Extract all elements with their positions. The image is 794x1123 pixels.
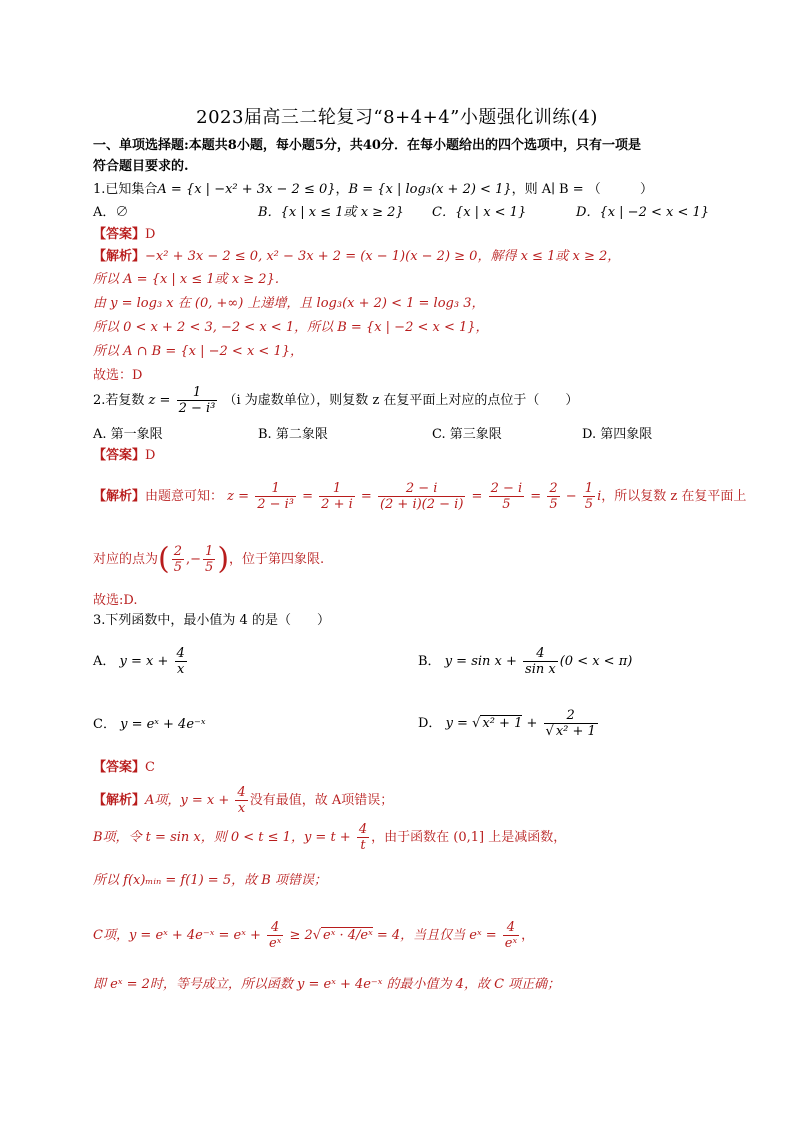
question-1-close-paren: ） [640, 182, 654, 197]
q1-option-d: D．{x | −2 < x < 1} [576, 205, 710, 220]
q3-analysis-a: 【解析】A项，y = x + $\frac{4}{x}$ 没有最值，故 A项错误； [93, 785, 394, 816]
q1-option-c: C．{x | x < 1} [432, 205, 527, 220]
q3-option-b: B． y = sin x + $\frac{4}{\text{sin x}}$ (0 < x < π) [418, 646, 633, 677]
q3-answer: 【答案】C [93, 760, 155, 775]
question-3-stem: 3.下列函数中，最小值为 4 的是（ ） [93, 613, 330, 628]
q1-conclusion: 故选：D [93, 368, 143, 383]
q1-analysis-line-3: 由 y = log₃ x 在 (0, +∞) 上递增，且 log₃(x + 2) < 1 = log₃ 3， [93, 296, 485, 311]
q1-option-a: A．∅ [93, 205, 129, 220]
q2-analysis: 【解析】由题意可知： z = $\frac{1}{\text{2 − i³}}$ = $\frac{1}{2 + i}$ = $\frac{2 - i}{(2 + i)(2 - i)}$ = $\frac{2 - i}{5}$ = $\frac{2}{5}$ − $\frac{1}{5}$ i，所以复数 z 在复平面上 [93, 481, 747, 512]
q1-analysis-line-1: 【解析】−x² + 3x − 2 ≤ 0, x² − 3x + 2 = (x − 1)(x − 2) ≥ 0，解得 x ≤ 1或 x ≥ 2， [93, 249, 621, 264]
q2-answer: 【答案】D [93, 448, 156, 463]
q1-analysis-line-4: 所以 0 < x + 2 < 3, −2 < x < 1，所以 B = {x | −2 < x < 1}， [93, 320, 489, 335]
q2-option-a: A. 第一象限 [93, 427, 163, 442]
q3-option-c: C． y = eˣ + 4e⁻ˣ [93, 717, 206, 732]
q1-analysis-line-2: 所以 A = {x | x ≤ 1或 x ≥ 2}. [93, 272, 279, 287]
q3-option-d: D． y = √ x² + 1 + $\frac{2}{\text{√ x² + 1}}$ [418, 708, 596, 739]
q3-option-a: A． y = x + $\frac{4}{x}$ [93, 646, 185, 677]
q1-analysis-line-5: 所以 A ∩ B = {x | −2 < x < 1}， [93, 344, 303, 359]
q3-analysis-b: B项，令 t = sin x，则 0 < t ≤ 1，y = t + $\frac{4}{t}$ ，由于函数在 (0,1] 上是减函数， [93, 822, 567, 853]
q2-point: 对应的点为( $\frac{2}{5}$ ,− $\frac{1}{5}$ )，位于第四象限. [93, 541, 325, 577]
q2-option-d: D. 第四象限 [582, 427, 653, 442]
section-header-cont: 符合题目要求的. [93, 159, 189, 174]
q3-analysis-c-2: 即 eˣ = 2时，等号成立，所以函数 y = eˣ + 4e⁻ˣ 的最小值为 4，故 C 项正确； [93, 977, 561, 992]
q2-option-b: B. 第二象限 [258, 427, 328, 442]
page-title: 2023届高三二轮复习“8+4+4”小题强化训练(4) [196, 107, 598, 128]
q1-answer: 【答案】D [93, 227, 156, 242]
q1-option-b: B．{x | x ≤ 1或 x ≥ 2} [258, 205, 404, 220]
q3-analysis-c: C项，y = eˣ + 4e⁻ˣ = eˣ + $\frac{4}{\text{eˣ}}$ ≥ 2√ eˣ · 4/eˣ = 4，当且仅当 eˣ = $\frac{4}{\text{eˣ}}$ ， [93, 920, 535, 951]
q3-analysis-b-2: 所以 f(x)ₘᵢₙ = f(1) = 5，故 B 项错误； [93, 873, 327, 888]
question-2-stem: 2.若复数 z = $\frac{1}{\text{2 − i³}}$ （i 为虚数单位），则复数 z 在复平面上对应的点位于（ ） [93, 385, 579, 416]
section-header: 一、单项选择题:本题共8小题，每小题5分，共40分．在每小题给出的四个选项中，只有一项是 [93, 138, 641, 153]
question-1-stem: 1.已知集合A = {x | −x² + 3x − 2 ≤ 0}，B = {x | log₃(x + 2) < 1}，则 A∣ B = （ [93, 182, 601, 197]
q2-stem-fraction: $\frac{1}{\text{2 − i³}}$ [178, 385, 216, 416]
q2-option-c: C. 第三象限 [432, 427, 502, 442]
q2-conclusion: 故选:D. [93, 593, 138, 608]
